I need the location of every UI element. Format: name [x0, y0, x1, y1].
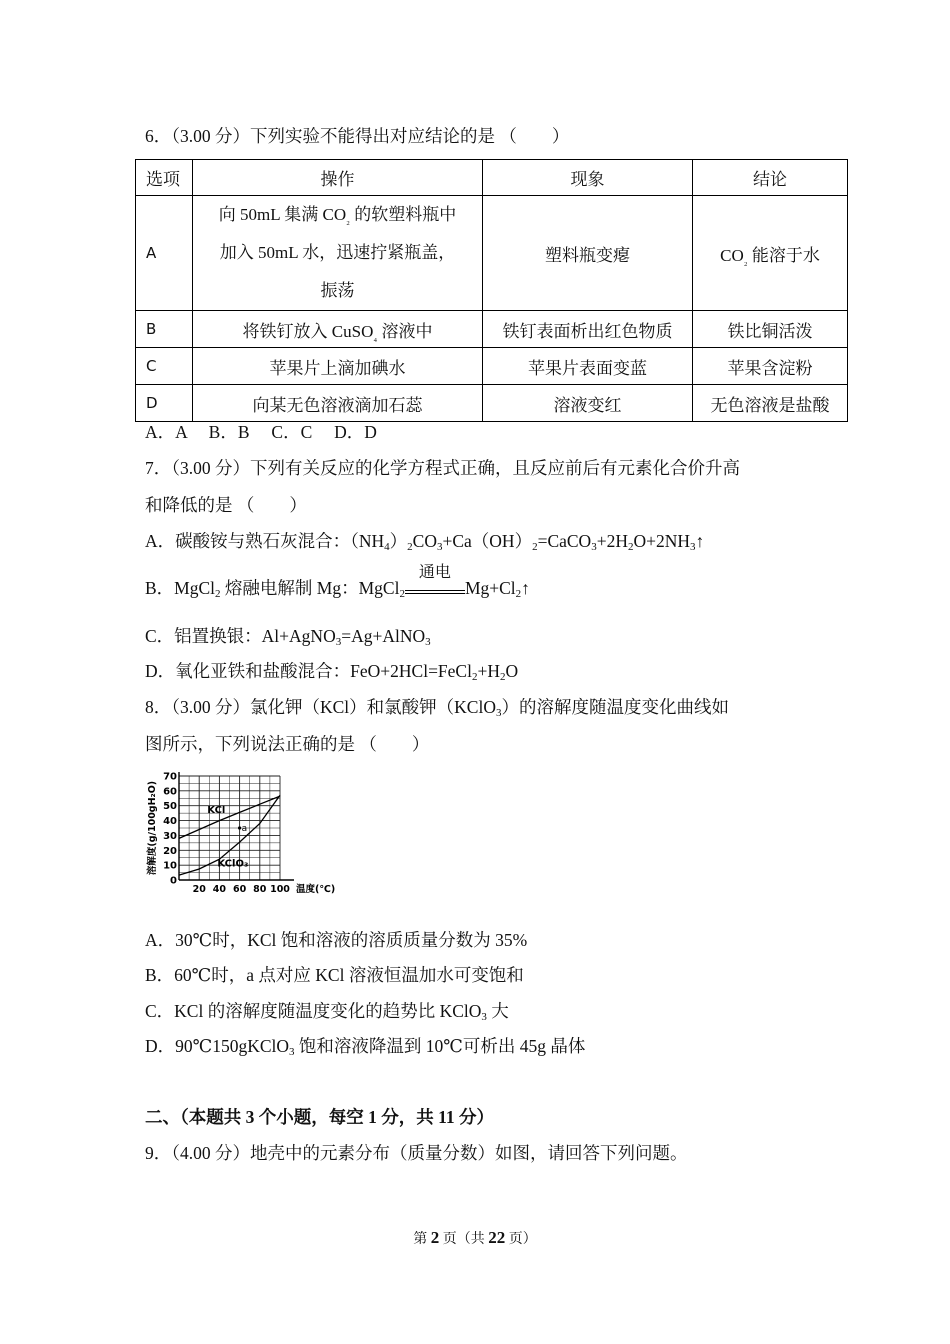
q8-option-c: C．KCl 的溶解度随温度变化的趋势比 KClO$_3$ 大 — [145, 1001, 509, 1023]
y-tick-label: 60 — [163, 786, 177, 798]
x-tick-label: 80 — [253, 884, 267, 895]
y-tick-label: 20 — [163, 845, 177, 857]
x-tick-label: 20 — [192, 884, 206, 895]
q8-stem-line1: 8．（3.00 分）氯化钾（KCl）和氯酸钾（KClO$_3$）的溶解度随温度变化曲线如 — [145, 697, 729, 719]
series-label-kclo3: KClO₃ — [217, 858, 249, 870]
row-phenomenon: 溶液变红 — [483, 385, 693, 422]
row-option: B — [136, 311, 193, 348]
header-option: 选项 — [136, 160, 193, 196]
y-tick-label: 10 — [163, 860, 177, 872]
header-conclusion: 结论 — [693, 160, 848, 196]
q6-table — [135, 159, 848, 422]
x-tick-label: 100 — [270, 884, 290, 895]
row-option: D — [136, 385, 193, 422]
section-2-heading: 二、（本题共 3 个小题，每空 1 分，共 11 分） — [145, 1107, 495, 1127]
page-number: 2 — [430, 1228, 440, 1247]
table-header-row — [136, 160, 848, 196]
table-row — [136, 385, 848, 422]
row-phenomenon: 塑料瓶变瘪 — [483, 196, 693, 311]
q7-option-c: C．铝置换银：Al+AgNO$_3$=Ag+AlNO$_3$ — [145, 626, 431, 648]
row-conclusion: 无色溶液是盐酸 — [693, 385, 848, 422]
y-tick-label: 50 — [163, 801, 177, 813]
y-tick-label: 40 — [163, 816, 177, 828]
y-tick-label: 30 — [163, 830, 177, 842]
x-axis-label: 温度(℃) — [296, 884, 336, 895]
row-option: C — [136, 348, 193, 385]
q9-stem: 9．（4.00 分）地壳中的元素分布（质量分数）如图，请回答下列问题。 — [145, 1143, 688, 1163]
row-option: A — [136, 196, 193, 311]
row-conclusion: 铁比铜活泼 — [693, 311, 848, 348]
table-row — [136, 196, 848, 311]
row-phenomenon: 铁钉表面析出红色物质 — [483, 311, 693, 348]
total-pages: 22 — [488, 1228, 506, 1247]
q8-stem-line2: 图所示，下列说法正确的是 （ ） — [145, 734, 430, 754]
row-operation: 向 50mL 集满 $CO_{_2}$ 的软塑料瓶中 加入 50mL 水，迅速拧紧瓶盖， 振荡 — [193, 196, 483, 311]
table-row — [136, 348, 848, 385]
q6-stem: 6．（3.00 分）下列实验不能得出对应结论的是 （ ） — [145, 126, 570, 146]
row-operation: 苹果片上滴加碘水 — [193, 348, 483, 385]
q6-choices: A．A B．B C．C D．D — [145, 422, 377, 442]
series-label-kcl: KCl — [207, 805, 226, 817]
solubility-chart — [145, 768, 345, 898]
row-operation: 将铁钉放入 CuSO$_{_4}$ 溶液中 — [193, 311, 483, 348]
condition-label: 通电 — [418, 562, 451, 581]
y-tick-label: 0 — [170, 875, 177, 887]
q7-stem-line1: 7．（3.00 分）下列有关反应的化学方程式正确，且反应前后有元素化合价升高 — [145, 458, 740, 478]
table-row — [136, 311, 848, 348]
q8-option-a: A．30℃时，KCl 饱和溶液的溶质质量分数为 35% — [145, 930, 528, 950]
header-phenomenon: 现象 — [483, 160, 693, 196]
row-conclusion: $CO_{_2}$ 能溶于水 — [693, 196, 848, 311]
y-tick-label: 70 — [163, 771, 177, 783]
point-a-label: a — [241, 824, 248, 834]
page-footer: 第 2 页（共 22 页） — [413, 1228, 537, 1247]
row-operation: 向某无色溶液滴加石蕊 — [193, 385, 483, 422]
q8-option-d: D．90℃150gKClO$_3$ 饱和溶液降温到 10℃可析出 45g 晶体 — [145, 1036, 586, 1058]
q8-option-b: B．60℃时，a 点对应 KCl 溶液恒温加水可变饱和 — [145, 965, 524, 985]
q7-option-d: D．氧化亚铁和盐酸混合：$FeO+2HCl=FeCl_2+H_2O$ — [145, 661, 519, 683]
header-operation: 操作 — [193, 160, 483, 196]
reaction-condition-equals — [405, 562, 465, 594]
q7-stem-line2: 和降低的是 （ ） — [145, 495, 307, 515]
row-phenomenon: 苹果片表面变蓝 — [483, 348, 693, 385]
q7-option-b: B．MgCl$_2$ 熔融电解制 Mg：MgCl$_2$ 通电 $Mg+Cl_2↑$ — [145, 562, 530, 600]
row-conclusion: 苹果含淀粉 — [693, 348, 848, 385]
q7-option-a: A．碳酸铵与熟石灰混合：$(NH_4)_2CO_3+Ca(OH)_2=CaCO_3+2H_2O+2NH_3↑$ — [145, 531, 705, 553]
x-tick-label: 60 — [232, 884, 247, 895]
x-tick-label: 40 — [212, 884, 227, 895]
y-axis-label: 溶解度(g/100gH₂O) — [147, 780, 158, 876]
